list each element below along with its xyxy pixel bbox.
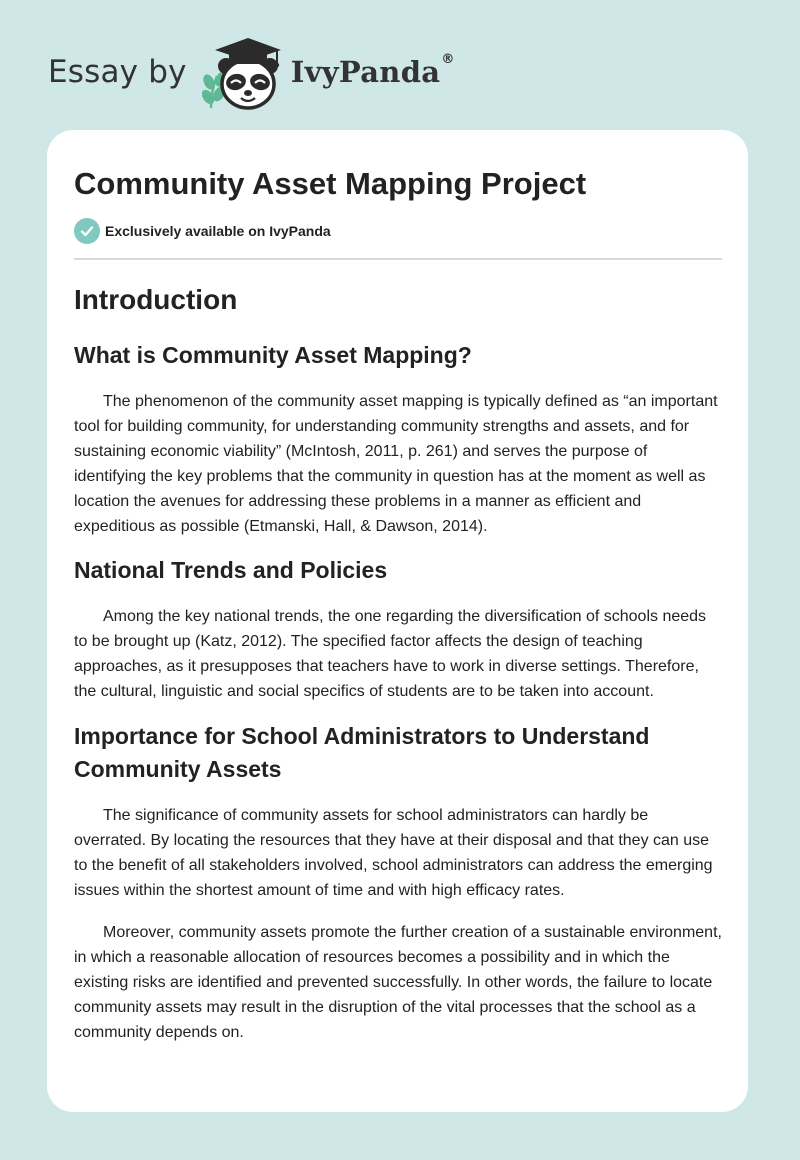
paragraph: The significance of community assets for school administrators can hardly be overrated. By locating the resources that they have at their disposal and that they can use to the benefit of all stakeholders involved, school administrators can address the emerging issues within the shortest amount of time and with high efficacy rates. bbox=[74, 807, 713, 899]
essay-by-label: Essay by bbox=[48, 54, 187, 90]
site-logo[interactable] bbox=[48, 34, 454, 110]
divider bbox=[74, 258, 722, 260]
panda-graduation-cap-icon bbox=[201, 34, 287, 110]
subsection-heading-national-trends: National Trends and Policies bbox=[74, 557, 388, 583]
exclusive-badge bbox=[74, 218, 722, 244]
section-heading-introduction: Introduction bbox=[74, 284, 238, 315]
paragraph: Among the key national trends, the one regarding the diversification of schools needs to be brought up (Katz, 2012). The specified factor affects the design of teaching approaches, as it presupposes that teachers have to work in diverse settings. Therefore, the cultural, linguistic and social specifics of students are to be taken into account. bbox=[74, 608, 707, 700]
essay-card bbox=[47, 130, 748, 1112]
paragraph: Moreover, community assets promote the further creation of a sustainable environment, in which a reasonable allocation of resources becomes a possibility and in which the existing risks are identified and prevented successfully. In other words, the failure to locate community assets may result in the disruption of the vital processes that the school as a community depends on. bbox=[74, 924, 722, 1041]
brand-name: IvyPanda bbox=[290, 55, 441, 89]
paragraph: The phenomenon of the community asset mapping is typically defined as “an important tool for building community, for understanding community strengths and assets, and for sustaining economic viability” (McIntosh, 2011, p. 261) and serves the purpose of identifying the key problems that the community in question has at the moment as well as location the avenues for addressing these problems in a manner as efficient and expeditious as possible (Etmanski, Hall, & Dawson, 2014). bbox=[74, 393, 718, 535]
subsection-heading-what-is-mapping: What is Community Asset Mapping? bbox=[74, 342, 472, 368]
subsection-heading-importance: Importance for School Administrators to Understand Community Assets bbox=[74, 723, 650, 782]
registered-mark: ® bbox=[441, 52, 455, 67]
page-title: Community Asset Mapping Project bbox=[74, 166, 587, 201]
checkmark-icon bbox=[74, 218, 100, 244]
exclusive-badge-label: Exclusively available on IvyPanda bbox=[105, 223, 331, 239]
